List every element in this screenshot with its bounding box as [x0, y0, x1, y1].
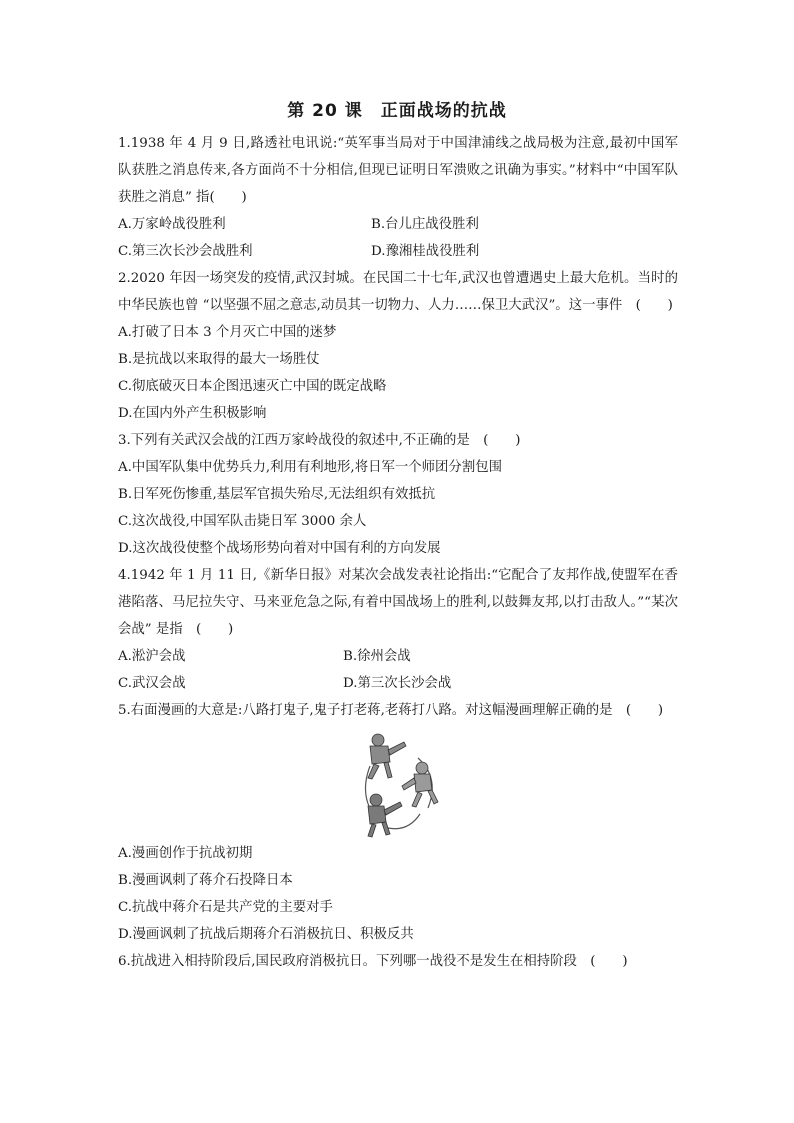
question-2-option-a: A.打破了日本 3 个月灭亡中国的迷梦 — [118, 325, 337, 340]
question-6-stem: 6.抗战进入相持阶段后,国民政府消极抗日。下列哪一战役不是发生在相持阶段 ( ) — [118, 954, 628, 969]
question-5-option-c: C.抗战中蒋介石是共产党的主要对手 — [118, 900, 333, 915]
question-1-option-d: D.豫湘桂战役胜利 — [371, 244, 480, 259]
cartoon-illustration — [348, 728, 448, 838]
question-list — [118, 130, 678, 975]
question-4-stem: 4.1942 年 1 月 11 日,《新华日报》对某次会战发表社论指出:“它配合了友邦作战,使盟军在香港陷落、马尼拉失守、马来亚危急之际,有着中国战场上的胜利,以鼓舞友邦,以打击敌人。”“某次会战” 是指 ( ) — [118, 568, 678, 637]
question-3-stem: 3.下列有关武汉会战的江西万家岭战役的叙述中,不正确的是 ( ) — [118, 433, 521, 448]
question-1-stem: 1.1938 年 4 月 9 日,路透社电讯说:“英军事当局对于中国津浦线之战局极为注意,最初中国军队获胜之消息传来,各方面尚不十分相信,但现已证明日军溃败之讯确为事实。”材料中“中国军队获胜之消息” 指( ) — [118, 136, 678, 205]
question-1-options-row-2 — [118, 238, 678, 265]
question-3-option-b: B.日军死伤惨重,基层军官损失殆尽,无法组织有效抵抗 — [118, 487, 436, 502]
question-4-option-d: D.第三次长沙会战 — [343, 676, 452, 691]
question-4-option-b: B.徐州会战 — [343, 649, 411, 664]
question-3-option-d: D.这次战役使整个战场形势向着对中国有利的方向发展 — [118, 541, 441, 556]
question-2-option-b: B.是抗战以来取得的最大一场胜仗 — [118, 352, 320, 367]
question-3-option-a: A.中国军队集中优势兵力,利用有利地形,将日军一个师团分割包围 — [118, 460, 502, 475]
question-5-stem: 5.右面漫画的大意是:八路打鬼子,鬼子打老蒋,老蒋打八路。对这幅漫画理解正确的是 ( ) — [118, 703, 664, 718]
page-title: 第 20 课 正面战场的抗战 — [287, 101, 507, 121]
question-2-option-c: C.彻底破灭日本企图迅速灭亡中国的既定战略 — [118, 379, 387, 394]
question-1-option-c: C.第三次长沙会战胜利 — [118, 244, 253, 259]
question-4-option-c: C.武汉会战 — [118, 676, 186, 691]
question-2-option-d: D.在国内外产生积极影响 — [118, 406, 267, 421]
question-4-options-row-1 — [118, 643, 678, 670]
question-5-option-d: D.漫画讽刺了抗战后期蒋介石消极抗日、积极反共 — [118, 927, 414, 942]
question-4-options-row-2 — [118, 670, 678, 697]
question-4-option-a: A.淞沪会战 — [118, 649, 186, 664]
question-2-stem: 2.2020 年因一场突发的疫情,武汉封城。在民国二十七年,武汉也曾遭遇史上最大危机。当时的中华民族也曾 “以坚强不屈之意志,动员其一切物力、人力……保卫大武汉”。这一事件 ( ) — [118, 271, 678, 313]
question-3-option-c: C.这次战役,中国军队击毙日军 3000 余人 — [118, 514, 367, 529]
question-1-options-row-1 — [118, 211, 678, 238]
question-5-option-b: B.漫画讽刺了蒋介石投降日本 — [118, 873, 293, 888]
question-1-option-a: A.万家岭战役胜利 — [118, 217, 226, 232]
question-5-option-a: A.漫画创作于抗战初期 — [118, 846, 253, 861]
question-1-option-b: B.台儿庄战役胜利 — [371, 217, 479, 232]
cartoon-figure — [118, 726, 678, 840]
